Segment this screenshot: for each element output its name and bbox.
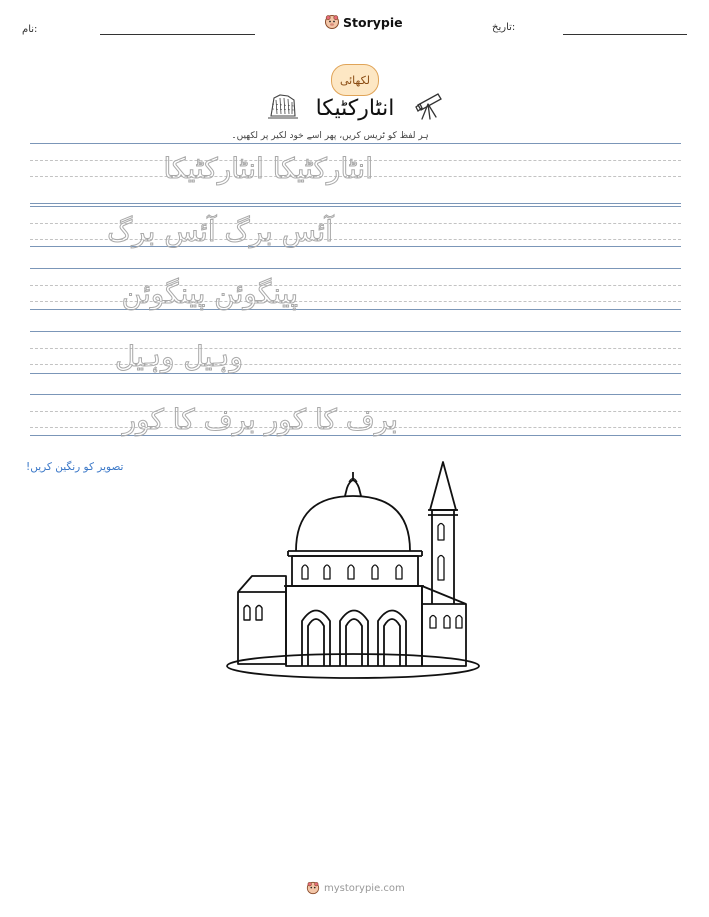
storypie-footer-logo-icon bbox=[306, 881, 320, 895]
trace-word-2: آئس برگ آئس برگ bbox=[107, 215, 333, 248]
storypie-logo-icon bbox=[324, 14, 340, 30]
date-label: تاریخ: bbox=[492, 22, 516, 33]
trace-word-5: برف کا کور برف کا کور bbox=[122, 403, 398, 436]
instruction-text: ہر لفظ کو ٹریس کریں، پھر اسے خود لکیر پر لکھیں۔ bbox=[231, 131, 429, 141]
category-badge: لکھائی bbox=[331, 64, 379, 96]
date-write-line[interactable] bbox=[563, 34, 687, 35]
mosque-coloring-picture[interactable] bbox=[222, 458, 484, 683]
name-label: نام: bbox=[22, 24, 38, 35]
practice-row-4[interactable] bbox=[30, 331, 681, 393]
practice-row-3[interactable] bbox=[30, 268, 681, 330]
trace-word-1: انٹارکٹیکا انٹارکٹیکا bbox=[163, 152, 373, 185]
glacier-icon bbox=[268, 92, 298, 120]
trace-word-3: پینگوئن پینگوئن bbox=[121, 277, 298, 310]
trace-word-4: وہیل وہیل bbox=[114, 340, 243, 373]
page-title: انٹارکٹیکا bbox=[315, 95, 395, 121]
footer-url[interactable]: mystorypie.com bbox=[324, 882, 405, 894]
practice-row-2[interactable] bbox=[30, 206, 681, 268]
brand-header bbox=[324, 12, 403, 32]
name-write-line[interactable] bbox=[100, 34, 255, 35]
practice-row-5[interactable] bbox=[30, 394, 681, 456]
telescope-icon bbox=[412, 90, 444, 122]
color-instruction: تصویر کو رنگین کریں! bbox=[26, 461, 124, 473]
footer-brand bbox=[306, 880, 405, 896]
brand-name: Storypie bbox=[343, 14, 403, 30]
practice-row-1[interactable] bbox=[30, 143, 681, 205]
